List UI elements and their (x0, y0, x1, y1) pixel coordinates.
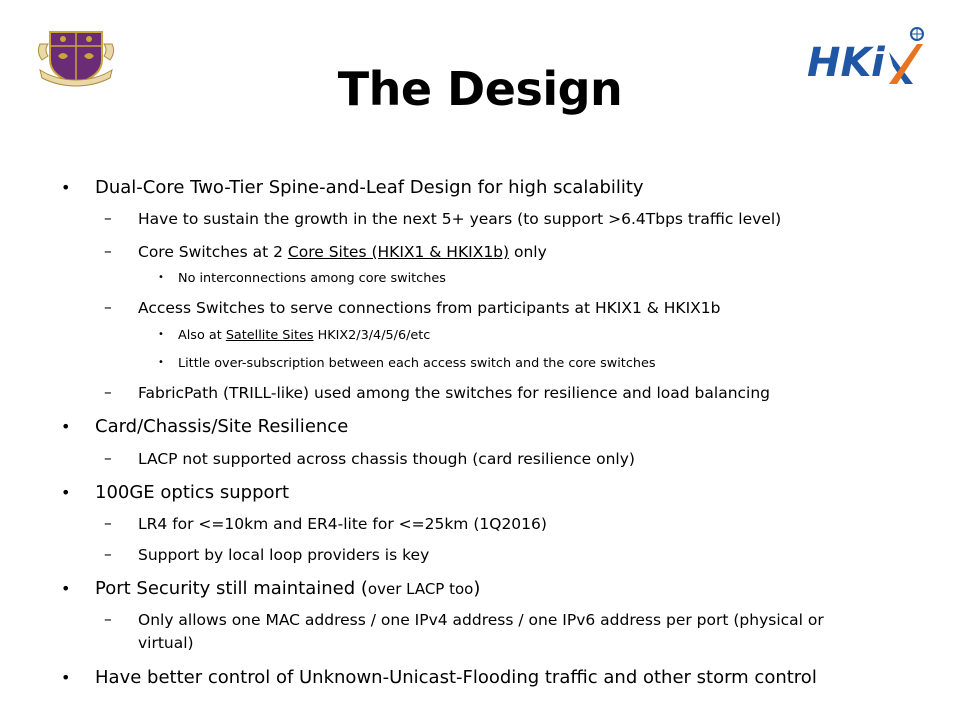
tertiary-bullet-item: Little over-subscription between each access switch and the core switches (178, 356, 656, 371)
dash-marker: – (104, 545, 112, 563)
underlined-link[interactable]: Satellite Sites (225, 328, 314, 343)
sub-bullet-item: Access Switches to serve connections from participants at HKIX1 & HKIX1b (138, 299, 721, 317)
sub-bullet-item: Support by local loop providers is key (138, 546, 430, 564)
dash-marker: – (104, 610, 112, 628)
bullet-marker: • (61, 417, 71, 436)
slide-title: The Design (337, 62, 623, 116)
bullet-marker: • (61, 483, 71, 502)
sub-bullet-item: LACP not supported across chassis though (card resilience only) (138, 450, 635, 468)
bullet-marker: • (158, 329, 164, 340)
text-segment: over LACP too (367, 580, 474, 598)
bullet-marker: • (61, 178, 71, 197)
bullet-marker: • (158, 272, 164, 283)
tertiary-bullet-item (178, 328, 430, 343)
text-segment: HKIX2/3/4/5/6/etc (313, 328, 431, 343)
bullet-marker: • (61, 579, 71, 598)
text-segment: Also at (178, 328, 226, 343)
bullet-item: Dual-Core Two-Tier Spine-and-Leaf Design for high scalability (95, 177, 644, 198)
svg-text:i: i (871, 40, 885, 86)
dash-marker: – (104, 449, 112, 467)
text-segment: ) (473, 578, 481, 599)
bullet-item: 100GE optics support (95, 482, 290, 503)
tertiary-bullet-item: No interconnections among core switches (178, 271, 446, 286)
sub-bullet-item: FabricPath (TRILL-like) used among the switches for resilience and load balancing (138, 384, 771, 402)
text-segment: only (509, 243, 547, 261)
text-segment: Port Security still maintained ( (95, 578, 368, 599)
bullet-item: Have better control of Unknown-Unicast-Flooding traffic and other storm control (95, 667, 817, 688)
sub-bullet-item: Have to sustain the growth in the next 5+ years (to support >6.4Tbps traffic level) (138, 210, 782, 228)
svg-text:HK: HK (807, 40, 872, 86)
bullet-item: Card/Chassis/Site Resilience (95, 416, 349, 437)
sub-bullet-item (138, 243, 547, 261)
text-segment: Core Switches at 2 (138, 243, 288, 261)
bullet-marker: • (61, 668, 71, 687)
sub-bullet-item: Only allows one MAC address / one IPv4 address / one IPv6 address per port (physical or (138, 611, 824, 629)
dash-marker: – (104, 383, 112, 401)
sub-bullet-item: LR4 for <=10km and ER4-lite for <=25km (1Q2016) (138, 515, 547, 533)
dash-marker: – (104, 242, 112, 260)
dash-marker: – (104, 209, 112, 227)
dash-marker: – (104, 298, 112, 316)
dash-marker: – (104, 514, 112, 532)
bullet-marker: • (158, 357, 164, 368)
underlined-link[interactable]: Core Sites (HKIX1 & HKIX1b) (287, 243, 510, 261)
bullet-item (95, 578, 480, 599)
sub-bullet-item-continuation: virtual) (138, 634, 194, 652)
